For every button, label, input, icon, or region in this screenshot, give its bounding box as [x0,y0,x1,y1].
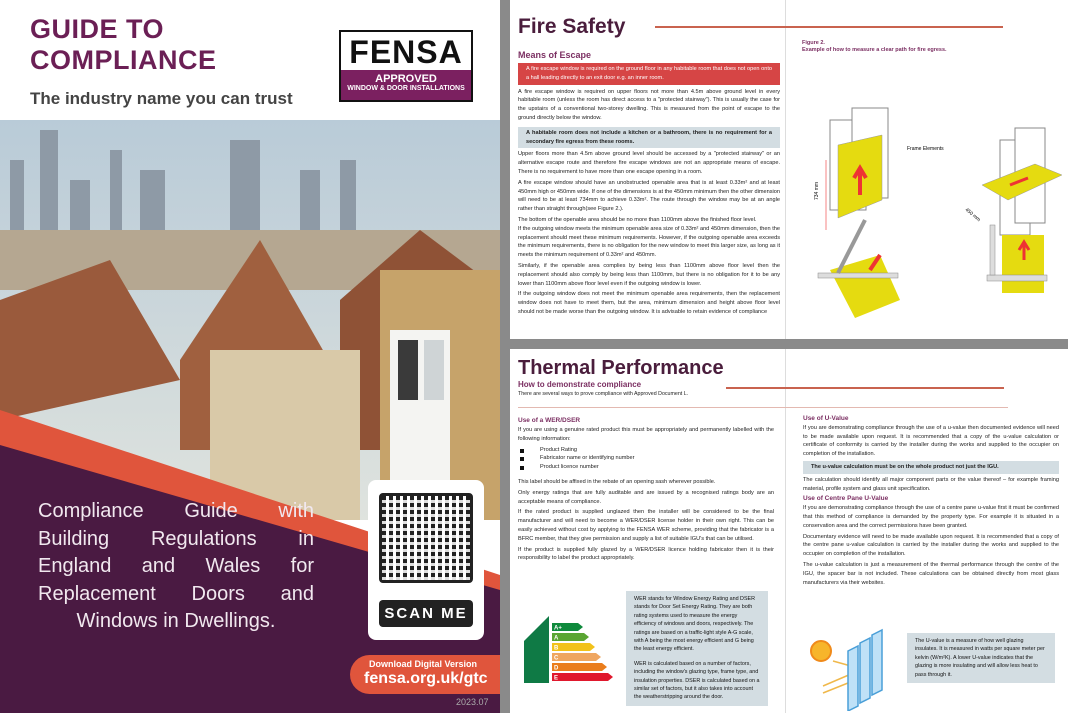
rating-label: A [554,635,559,642]
paragraph: If the product is supplied fully glazed by a WER/DSER licence holding fabricator then it is their responsibility to label the product appropriately. [518,546,774,562]
page-title: Thermal Performance [518,357,724,379]
divider [518,407,1008,408]
paragraph: The calculation should identify all major component parts or the value thereof – for example framing material, profile system and glass unit specification. [803,476,1059,492]
note-paragraph: WER is calculated based on a number of factors, including the window's glazing type, frame type, and insulation properties. DSER is calculated based on a similar set of factors, but it also takes into account the weatherstripping around the door. [634,660,760,701]
paragraph: If the rated product is supplied unglazed then the installer will be considered to be the final manufacturer and will need to become a WER/DSER license holder in their own right. This can be easily achieved without cost by applying to the FENSA WER scheme, providing that the fabricator is a BFRC member, that they give permission and supply a list of suitable IGU's that can be utilised. [518,509,774,542]
list-item: Product licence number [518,463,774,472]
paragraph: A fire escape window should have an unobstructed openable area that is at least 0.33m² and at least 450mm high or 450mm wide. If one of the dimensions is at the 450mm minimum then the other dimension will need to be at least 734mm to achieve 0.33m². The route through the window may be at an angle rather than straight through(see Figure 2.). [518,179,780,213]
logo-name: FENSA [349,34,463,70]
column-divider [785,0,786,339]
fensa-logo [339,30,473,102]
logo-sub: WINDOW & DOOR INSTALLATIONS [347,85,465,92]
dim-450: 450 mm [963,206,982,224]
rating-bar [552,673,613,681]
rating-label: D [554,665,559,672]
paragraph: If the outgoing window meets the minimum openable area size of 0.33m² and 450mm dimension, then the replacement should meet these minimum requirements. However, if the outgoing openable area exceeds the minimum requirements, there is no obligation for the new window to meet this larger size, as long as it meets the minimum requirement of 0.33m² and 450mm. [518,225,780,259]
cover-title [30,14,217,76]
figure-caption [802,40,947,54]
section-heading: Means of Escape [518,50,592,60]
paragraph: The u-value calculation is just a measurement of the thermal performance through the centre of the IGU, the spacer bar is not included. These calculations can be obtained directly from most glass manufacturers via their websites. [803,561,1059,586]
paragraph: Similarly, if the openable area complies by being less than 1100mm above floor level then the replacement should also comply by being less than 1100mm, but there is no obligation for it to be any lower than 1100mm above floor level even if the outgoing window is lower. [518,262,780,287]
fire-safety-page [510,0,1068,339]
page-title: Fire Safety [518,15,626,38]
paragraph: The bottom of the openable area should be no more than 1100mm above the finished floor level. [518,216,757,223]
rating-bar [552,643,595,651]
qr-code[interactable] [379,493,473,583]
title-line: COMPLIANCE [30,45,217,75]
rating-label: A+ [554,625,562,632]
grey-callout: The u-value calculation must be on the whole product not just the IGU. [803,461,1059,474]
paragraph: Only energy ratings that are fully auditable and are issued by a recognised ratings body are an acceptable means of compliance. [518,489,774,505]
cover-page [0,0,500,713]
note-paragraph: WER stands for Window Energy Rating and DSER stands for Door Set Energy Rating. They are both rating systems used to measure the energy efficiency of windows and doors, respectively. The ratings are based on a traffic-light style A-G scale, with A being the most energy efficient and G being the least energy efficient. [634,596,756,653]
paragraph: A fire escape window is required on upper floors not more than 4.5m above ground level in every habitable room (unless the room has direct access to a "protected stairway"). This is usually the case for the upstairs of a conventional two-storey dwelling. This is measured from the point of escape to the ground directly below the window. [518,88,780,121]
figure-label: Figure 2. [802,40,825,46]
version: 2023.07 [456,697,489,707]
cover-description: Compliance Guide with Building Regulations in England and Wales for Replacement Doors and Windows in Dwellings. [38,500,314,632]
paragraph: If you are using a genuine rated product this must be appropriately and permanently labelled with the following information: [518,427,774,442]
rating-label: B [554,645,559,652]
thermal-performance-page [510,349,1068,713]
rating-bar [552,653,601,661]
logo-approved: APPROVED [375,73,437,85]
paragraph: If you are demonstrating compliance through the use of a centre pane u-value first it must be confirmed that this method of compliance is demanded by the property type. For example it is situated in a conservation area and the correct permissions have been granted. [803,505,1059,529]
dim-734: 734 mm [814,181,820,200]
glazing-sun-graphic [803,621,903,711]
grey-callout: A habitable room does not include a kitchen or a bathroom, there is no requirement for a secondary fire egress from these rooms. [518,127,780,149]
wer-list [518,446,774,472]
uvalue-note: The U-value is a measure of how well glazing insulates. It is measured in watts per square meter per kelvin (W/m²K). A lower U-value indicates that the glazing is more insulating and will allow less heat to pass through it. [907,633,1055,683]
centre-pane-heading: Use of Centre Pane U-Value [803,495,889,503]
wer-heading: Use of a WER/DSER [518,417,581,424]
rating-bar [552,663,607,671]
glass-panes-icon [848,630,882,711]
uvalue-heading: Use of U-Value [803,415,849,422]
qr-card[interactable] [368,480,484,640]
energy-rating-graphic [524,611,624,683]
section-subtitle: How to demonstrate compliance [518,380,642,389]
sun-icon [811,641,831,661]
cover-tagline: The industry name you can trust [30,89,293,108]
paragraph: Documentary evidence will need to be made available upon request. It is recommended that a copy of the centre pane u-value calculation is carried by the installer during the works and supplied to the occupier on completion of the installation. [803,533,1059,558]
red-callout: A fire escape window is required on the ground floor in any habitable room that does not open onto a hall leading directly to an exit door e.g. an inner room. [518,63,780,85]
title-rule [726,387,1004,389]
paragraph: Upper floors more than 4.5m above ground level should be accessed by a "protected stairway" or an alternative escape route and therefore fire escape windows are not an appropriate means of escape. There is no requirement to have more than one escape opening in a room. [518,151,780,175]
rating-label: E [554,675,559,682]
paragraph: If the outgoing window does not meet the minimum openable area requirements, then the replacement window does not have to meet them, but the area, minimum dimension and height above floor level should not be made worse than the outgoing window. It is advisable to retain evidence of compliance [518,291,780,315]
paragraph: If you are demonstrating compliance through the use of a u-value then documented evidence will need to be made available upon request. It is recommended that a copy of the u-value calculation or certificate of conformity is carried by the installer during the works and supplied to the occupier on completion of the installation. [803,424,1059,458]
list-item: Fabricator name or identifying number [518,454,774,463]
figure-text: Example of how to measure a clear path for fire egress. [802,47,947,53]
intro: There are several ways to prove compliance with Approved Document L. [518,391,689,397]
wer-note [626,591,768,706]
title-rule [655,26,1003,28]
column-divider [785,349,786,713]
title-line: GUIDE TO [30,14,165,44]
rating-label: C [554,655,559,662]
scan-me-label: SCAN ME [379,600,473,627]
download-label: Download Digital Version [369,659,478,669]
list-item: Product Rating [518,446,774,455]
download-link[interactable] [350,655,500,694]
paragraph: This label should be affixed in the rebate of an opening sash wherever possible. [518,478,716,485]
download-url[interactable]: fensa.org.uk/gtc [364,670,488,687]
frame-elements-label: Frame Elements [907,146,944,152]
fire-egress-figure [790,90,1068,320]
